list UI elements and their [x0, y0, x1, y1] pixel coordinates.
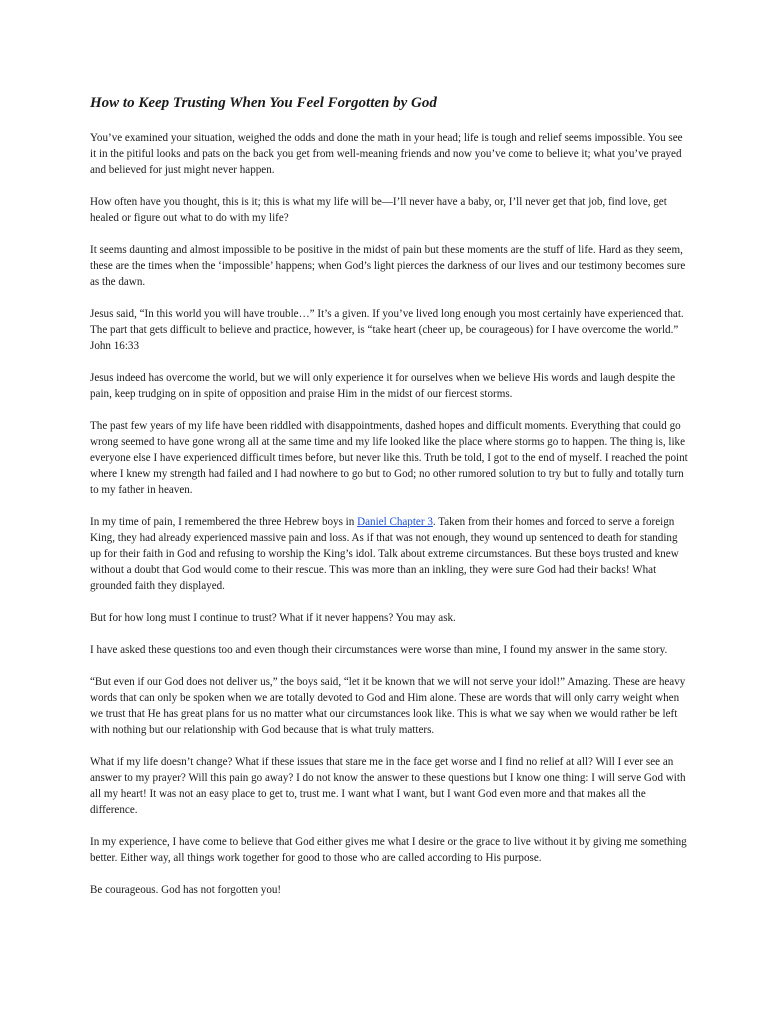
document-title: How to Keep Trusting When You Feel Forgotten by God — [90, 95, 437, 111]
paragraph-what-if: What if my life doesn’t change? What if these issues that stare me in the face get worse and I find no relief at all? Will I ever see an answer to my prayer? Will this pain go away? I do not know the answer to these questions but I know one thing: I will serve God with all my heart! It was not an easy place to get to, trust me. I want what I want, but I want God even more and that makes all the difference. — [90, 756, 686, 816]
paragraph-intro: You’ve examined your situation, weighed the odds and done the math in your head; life is tough and relief seems impossible. You see it in the pitiful looks and pats on the back you get from well-meaning friends and now you’ve come to believe it; what you’ve prayed and believed for just might never happen. — [90, 132, 683, 176]
paragraph-how-often: How often have you thought, this is it; this is what my life will be—I’ll never have a baby, or, I’ll never get that job, find love, get healed or figure out what to do with my life? — [90, 196, 667, 224]
paragraph-asked-questions: I have asked these questions too and even though their circumstances were worse than mine, I found my answer in the same story. — [90, 644, 668, 656]
paragraph-experience: In my experience, I have come to believe that God either gives me what I desire or the grace to live without it by giving me something better. Either way, all things work together for good to those who are called according to His purpose. — [90, 836, 687, 864]
paragraph-how-long: But for how long must I continue to trust? What if it never happens? You may ask. — [90, 612, 456, 624]
daniel-text-after: . Taken from their homes and forced to serve a foreign King, they had already experienced massive pain and loss. As if that was not enough, they wound up sentenced to death for standing up for their faith in God and refusing to worship the King’s idol. Talk about extreme circumstances. But these boys trusted and knew without a doubt that God would come to their rescue. This was more than an inkling, they were sure God had their backs! What grounded faith they displayed. — [90, 516, 679, 592]
paragraph-daunting: It seems daunting and almost impossible to be positive in the midst of pain but these moments are the stuff of life. Hard as they seem, these are the times when the ‘impossible’ happens; when God’s light pierces the darkness of our lives and our testimony becomes sure as the dawn. — [90, 244, 686, 288]
document-page — [90, 94, 690, 914]
daniel-chapter-link[interactable]: Daniel Chapter 3 — [357, 516, 433, 528]
paragraph-even-if: “But even if our God does not deliver us,” the boys said, “let it be known that we will not serve your idol!” Amazing. These are heavy words that can only be spoken when we are totally devoted to God and Him alone. These are words that will only carry weight when we trust that He has great plans for us no matter what our circumstances look like. This is what we say when we would rather be left with nothing but our relationship with God because that is what truly matters. — [90, 676, 686, 736]
paragraph-jesus-said: Jesus said, “In this world you will have trouble…” It’s a given. If you’ve lived long enough you most certainly have experienced that. The part that gets difficult to believe and practice, however, is “take heart (cheer up, be courageous) for I have overcome the world.” John 16:33 — [90, 308, 684, 352]
paragraph-daniel — [90, 514, 690, 594]
daniel-text-before: In my time of pain, I remembered the three Hebrew boys in — [90, 516, 358, 528]
paragraph-overcome: Jesus indeed has overcome the world, but we will only experience it for ourselves when we believe His words and laugh despite the pain, keep trudging on in spite of opposition and praise Him in the midst of our fiercest storms. — [90, 372, 676, 400]
paragraph-past-years: The past few years of my life have been riddled with disappointments, dashed hopes and difficult moments. Everything that could go wrong seemed to have gone wrong all at the same time and my life looked like the place where storms go to happen. The thing is, like everyone else I have experienced difficult times before, but never like this. Truth be told, I got to the end of myself. I reached the point where I knew my strength had failed and I had nowhere to go but to God; no other rumored solution to try but to fully and totally turn to my father in heaven. — [90, 420, 688, 496]
paragraph-closing: Be courageous. God has not forgotten you! — [90, 884, 282, 896]
